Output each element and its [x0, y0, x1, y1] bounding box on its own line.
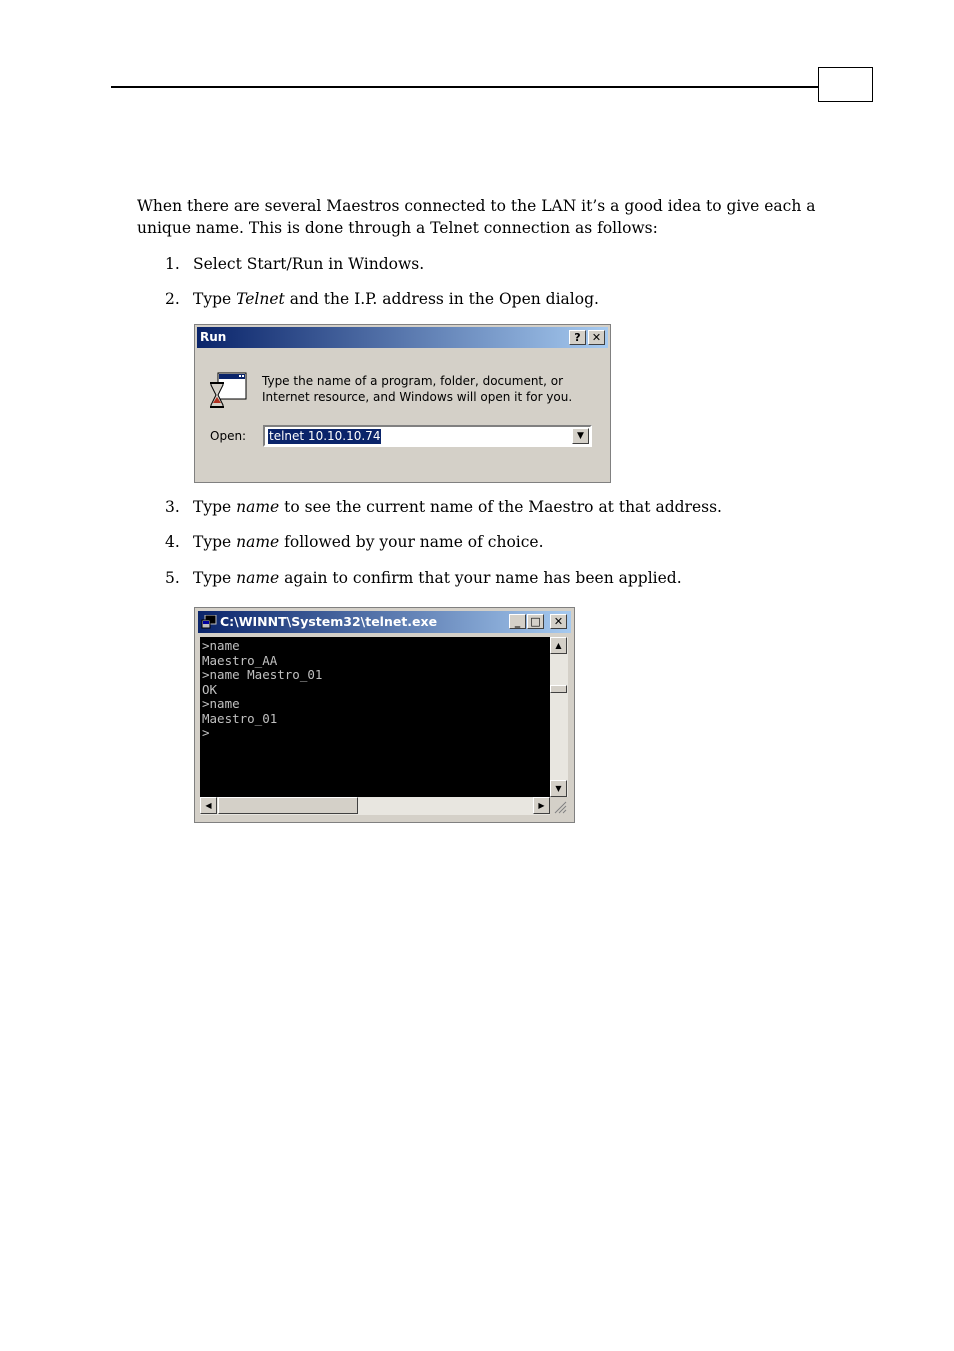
horizontal-scrollbar[interactable]: [200, 797, 550, 815]
run-program-icon: [209, 371, 247, 411]
console-line: >name: [202, 638, 240, 653]
open-input-value[interactable]: telnet 10.10.10.74: [269, 429, 381, 443]
vertical-scroll-thumb[interactable]: [550, 685, 567, 693]
step-3: [165, 496, 722, 518]
step-keyword: name: [236, 533, 280, 551]
telnet-title-bar[interactable]: [198, 611, 571, 633]
console-line: Maestro_AA: [202, 652, 278, 668]
step-number: 4.: [165, 533, 180, 551]
step-2: [165, 288, 599, 310]
header-rule: [111, 86, 819, 88]
minimize-button[interactable]: _: [509, 614, 526, 629]
console-line: Maestro_01: [202, 710, 278, 726]
page-number-box: [818, 67, 873, 102]
step-text: Type: [193, 498, 237, 516]
step-text: Type: [193, 569, 237, 587]
step-4: [165, 531, 544, 553]
step-number: 2.: [165, 290, 180, 308]
open-combobox[interactable]: [263, 425, 592, 447]
run-title-bar[interactable]: [197, 327, 608, 348]
step-number: 5.: [165, 569, 180, 587]
console-output[interactable]: [200, 637, 550, 797]
close-button[interactable]: ✕: [588, 330, 605, 345]
scroll-left-icon[interactable]: ◀: [200, 797, 217, 814]
step-number: 3.: [165, 498, 180, 516]
horizontal-scroll-thumb[interactable]: [218, 797, 358, 814]
console-line: >name Maestro_01: [202, 667, 323, 682]
close-button[interactable]: ✕: [550, 614, 567, 629]
console-icon: [201, 615, 217, 629]
console-line: OK: [202, 681, 218, 697]
scroll-down-icon[interactable]: ▼: [550, 780, 567, 797]
maximize-button[interactable]: □: [527, 614, 544, 629]
intro-paragraph: When there are several Maestros connected to the LAN it’s a good idea to give each a unique name. This is done through a Telnet connection as follows:: [137, 197, 816, 237]
step-5: [165, 567, 682, 589]
step-number: 1.: [165, 255, 180, 273]
step-keyword: name: [236, 498, 280, 516]
telnet-window: [194, 607, 575, 823]
resize-grip-icon[interactable]: [550, 797, 568, 815]
step-text: again to confirm that your name has been applied.: [279, 569, 682, 587]
step-keyword: name: [236, 569, 280, 587]
run-description: Type the name of a program, folder, document, or Internet resource, and Windows will open it for you.: [262, 374, 573, 404]
step-text: Select Start/Run in Windows.: [193, 255, 425, 273]
step-text: to see the current name of the Maestro at that address.: [279, 498, 722, 516]
scroll-right-icon[interactable]: ▶: [533, 797, 550, 814]
help-button[interactable]: ?: [569, 330, 586, 345]
step-text: followed by your name of choice.: [279, 533, 544, 551]
step-text: Type: [193, 290, 237, 308]
vertical-scrollbar[interactable]: [550, 637, 568, 797]
telnet-title: C:\WINNT\System32\telnet.exe: [220, 614, 438, 629]
step-text: and the I.P. address in the Open dialog.: [284, 290, 599, 308]
run-title: Run: [200, 330, 227, 344]
step-1: [165, 253, 424, 275]
scroll-up-icon[interactable]: ▲: [550, 637, 567, 654]
run-dialog: [194, 324, 611, 483]
console-line: >: [202, 725, 210, 740]
dropdown-arrow-icon[interactable]: ▼: [572, 428, 589, 444]
console-line: >name: [202, 696, 240, 711]
open-label: Open:: [210, 429, 247, 443]
step-keyword: Telnet: [236, 290, 285, 308]
step-text: Type: [193, 533, 237, 551]
